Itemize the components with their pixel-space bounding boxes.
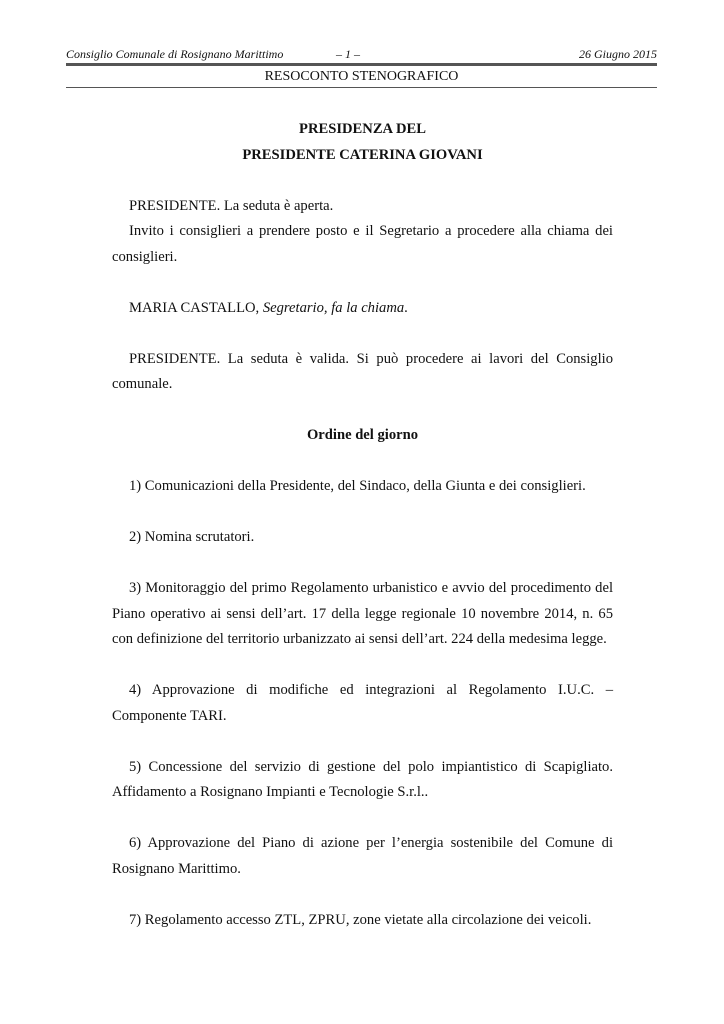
- agenda-item: 6) Approvazione del Piano di azione per l’energia sostenibile del Comune di Rosignano Marittimo.: [112, 835, 613, 877]
- title-rule: [66, 87, 657, 88]
- roll-call-period: .: [404, 299, 408, 316]
- paragraph-invitation: Invito i consiglieri a prendere posto e il Segretario a procedere alla chiama dei consiglieri.: [112, 223, 613, 265]
- secretary-name: MARIA CASTALLO,: [129, 299, 260, 316]
- document-body: [112, 117, 613, 933]
- agenda-title: Ordine del giorno: [306, 427, 419, 443]
- agenda-item: 5) Concessione del servizio di gestione del polo impiantistico di Scapigliato. Affidamento a Rosignano Impianti e Tecnologie S.r.l..: [112, 758, 613, 800]
- agenda-item: 2) Nomina scrutatori.: [129, 529, 255, 545]
- header-date: 26 Giugno 2015: [579, 47, 657, 61]
- header-council-name: Consiglio Comunale di Rosignano Marittimo: [66, 47, 284, 61]
- paragraph-roll-call: [112, 296, 613, 322]
- header-page-number: – 1 –: [336, 47, 360, 61]
- agenda-item: 4) Approvazione di modifiche ed integrazioni al Regolamento I.U.C. – Componente TARI.: [112, 682, 613, 724]
- agenda-item: 1) Comunicazioni della Presidente, del Sindaco, della Giunta e dei consiglieri.: [129, 478, 586, 494]
- paragraph-valid-session: PRESIDENTE. La seduta è valida. Si può procedere ai lavori del Consiglio comunale.: [112, 350, 613, 392]
- report-title: RESOCONTO STENOGRAFICO: [264, 69, 459, 84]
- agenda-item: 7) Regolamento accesso ZTL, ZPRU, zone vietate alla circolazione dei veicoli.: [129, 911, 592, 928]
- page-header: [66, 47, 657, 63]
- presidency-heading-line2: PRESIDENTE CATERINA GIOVANI: [242, 146, 483, 163]
- secretary-action: Segretario, fa la chiama: [262, 299, 405, 316]
- presidency-heading-line1: PRESIDENZA DEL: [299, 121, 426, 137]
- header-rule: [66, 63, 657, 66]
- agenda-item: 3) Monitoraggio del primo Regolamento urbanistico e avvio del procedimento del Piano operativo ai sensi dell’art. 17 della legge regionale 10 novembre 2014, n. 65 con definizione del territorio urbanizzato ai sensi dell’art. 224 della medesima legge.: [112, 580, 613, 647]
- paragraph-opening: PRESIDENTE. La seduta è aperta.: [129, 197, 334, 214]
